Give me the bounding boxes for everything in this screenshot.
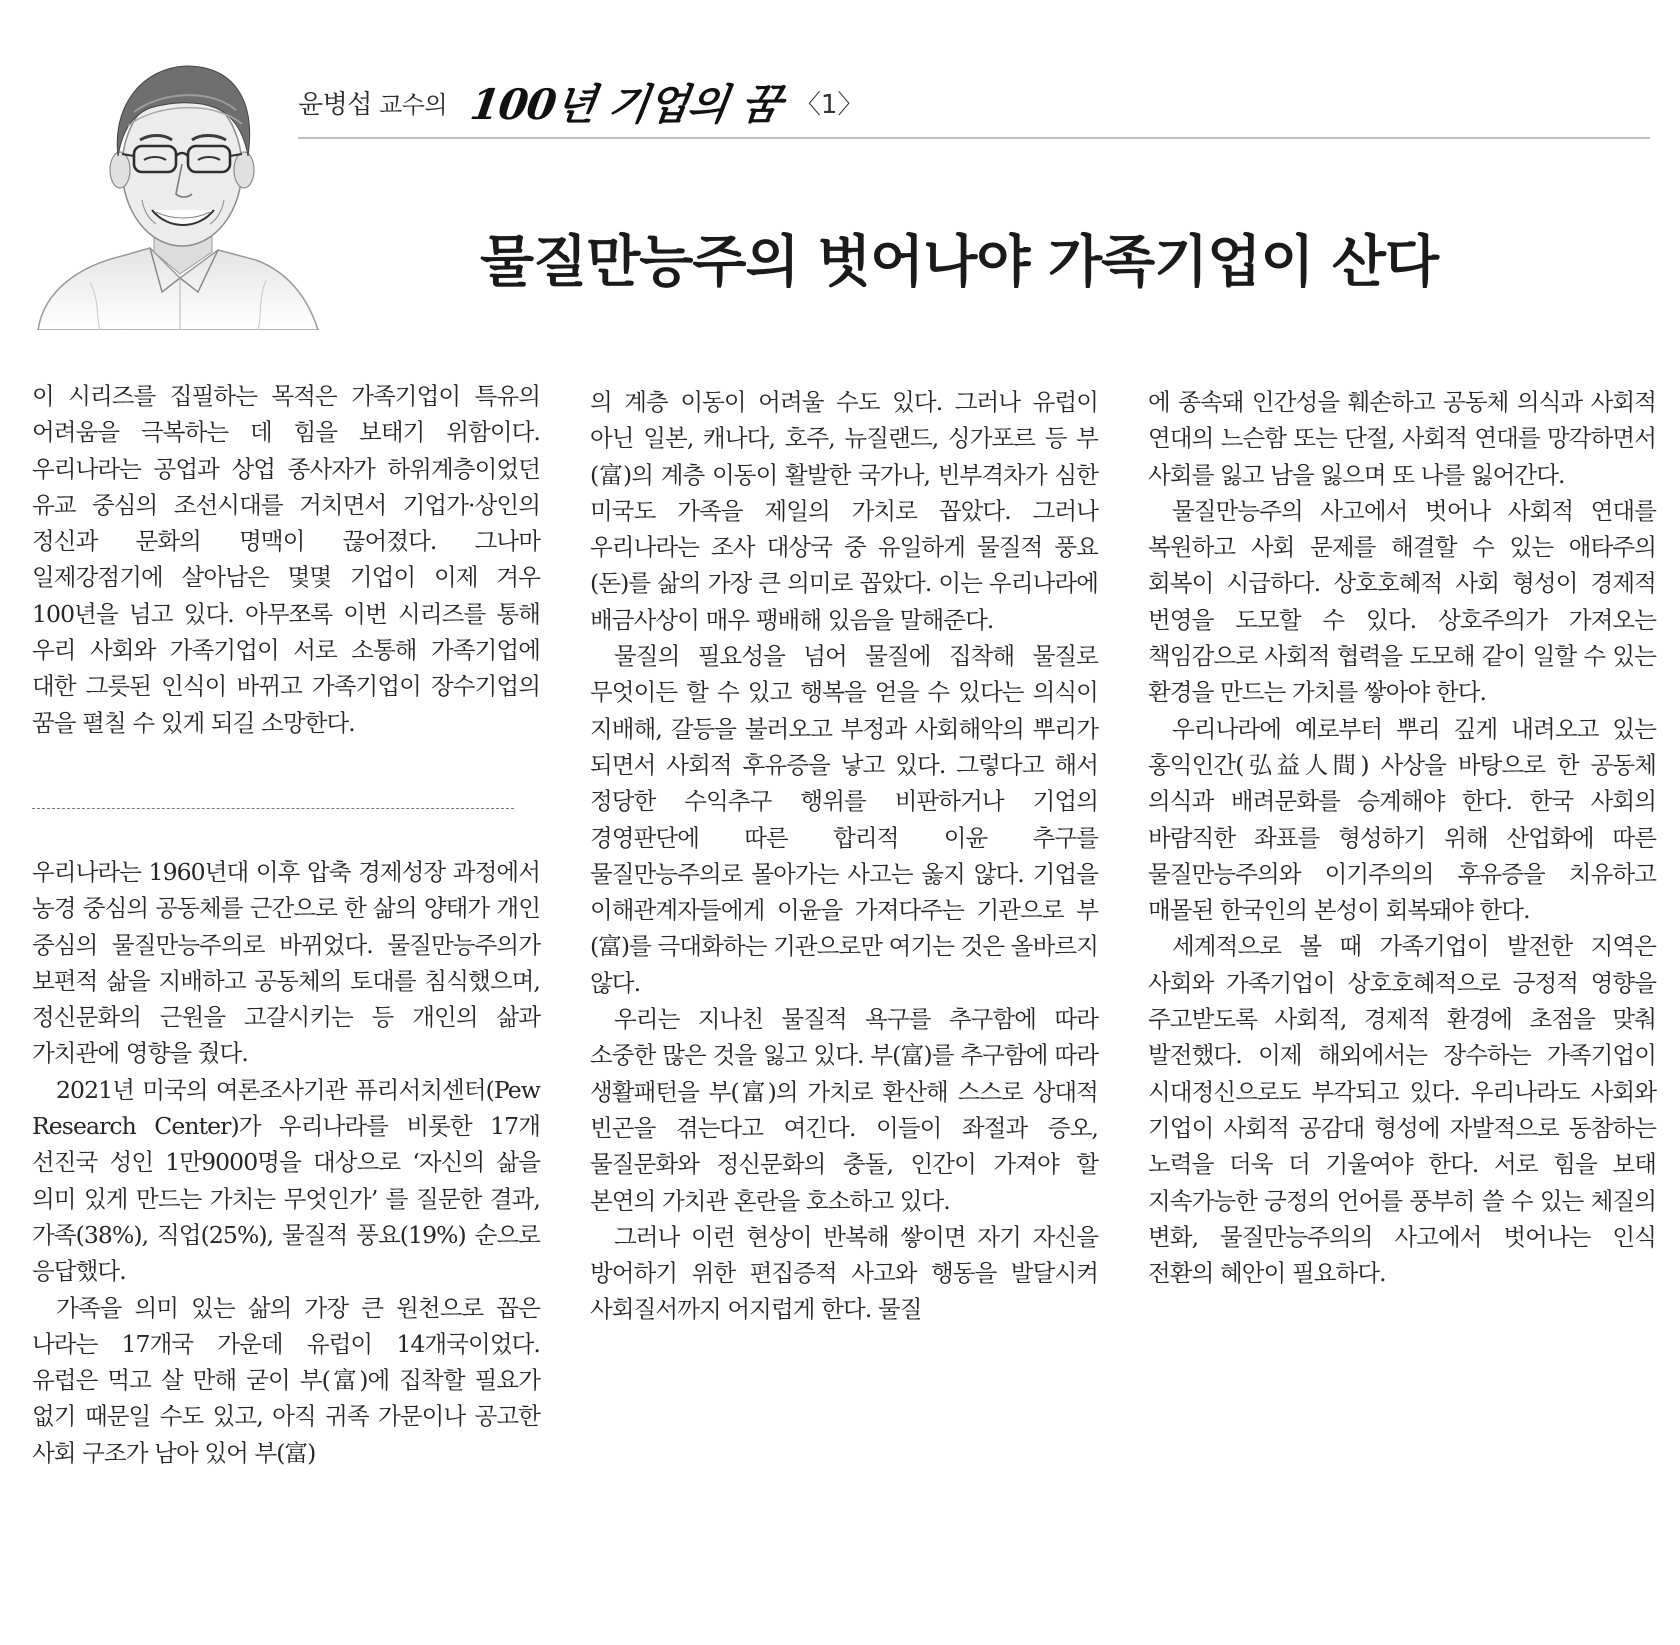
body-column-1 — [32, 854, 540, 1471]
intro-paragraph: 이 시리즈를 집필하는 목적은 가족기업이 특유의 어려움을 극복하는 데 힘을 보태기 위함이다. 우리나라는 공업과 상업 종사자가 하위계층이었던 유교 중심의 조선시대를 거치면서 기업가·상인의 정신과 문화의 명맥이 끊어졌다. 그나마 일제강점기에 살아남은 몇몇 기업이 이제 겨우 100년을 넘고 있다. 아무쪼록 이번 시리즈를 통해 우리 사회와 가족기업이 서로 소통해 가족기업에 대한 그릇된 인식이 바뀌고 가족기업이 장수기업의 꿈을 펼칠 수 있게 되길 소망한다. — [32, 382, 540, 737]
paragraph: 에 종속돼 인간성을 훼손하고 공동체 의식과 사회적 연대의 느슨함 또는 단절, 사회적 연대를 망각하면서 사회를 잃고 남을 잃으며 또 나를 잃어간다. — [1148, 388, 1656, 489]
author-portrait-illustration — [30, 52, 320, 330]
series-title: 100년 기업의 꿈 — [467, 80, 784, 129]
body-column-3 — [1148, 384, 1656, 1291]
intro-divider — [32, 808, 514, 809]
paragraph: 그러나 이런 현상이 반복해 쌓이면 자기 자신을 방어하기 위한 편집증적 사고와 행동을 발달시켜 사회질서까지 어지럽게 한다. 물질 — [590, 1222, 1098, 1324]
body-column-2 — [590, 384, 1098, 1328]
paragraph: 물질의 필요성을 넘어 물질에 집착해 물질로 무엇이든 할 수 있고 행복을 얻을 수 있다는 의식이 지배해, 갈등을 불러오고 부정과 사회해악의 뿌리가 되면서 사회적 후유증을 낳고 있다. 그렇다고 해서 정당한 수익추구 행위를 비판하거나 기업의 경영판단에 따른 합리적 이윤 추구를 물질만능주의로 몰아가는 사고는 옳지 않다. 기업을 이해관계자들에게 이윤을 가져다주는 기관으로 부(富)를 극대화하는 기관으로만 여기는 것은 올바르지 않다. — [590, 642, 1099, 997]
paragraph: 우리나라는 1960년대 이후 압축 경제성장 과정에서 농경 중심의 공동체를 근간으로 한 삶의 양태가 개인 중심의 물질만능주의로 바뀌었다. 물질만능주의가 보편적 삶을 지배하고 공동체의 토대를 침식했으며, 정신문화의 근원을 고갈시키는 등 개인의 삶과 가치관에 영향을 줬다. — [32, 858, 540, 1068]
paragraph: 우리는 지나친 물질적 욕구를 추구함에 따라 소중한 많은 것을 잃고 있다. 부(富)를 추구함에 따라 생활패턴을 부(富)의 가치로 환산해 스스로 상대적 빈곤을 겪는다고 여긴다. 이들이 좌절과 증오, 물질문화와 정신문화의 충돌, 인간이 가져야 할 본연의 가치관 혼란을 호소하고 있다. — [590, 1005, 1098, 1215]
header-divider — [298, 137, 1650, 139]
paragraph: 우리나라에 예로부터 뿌리 깊게 내려오고 있는 홍익인간(弘益人間) 사상을 바탕으로 한 공동체 의식과 배려문화를 승계해야 한다. 한국 사회의 바람직한 좌표를 형성하기 위해 산업화에 따른 물질만능주의와 이기주의의 후유증을 치유하고 매몰된 한국인의 본성이 회복돼야 한다. — [1148, 714, 1656, 925]
author-name: 윤병섭 — [298, 89, 372, 120]
author-suffix: 교수의 — [379, 90, 448, 119]
article-headline: 물질만능주의 벗어나야 가족기업이 산다 — [480, 230, 1439, 295]
paragraph: 2021년 미국의 여론조사기관 퓨리서치센터(Pew Research Center)가 우리나라를 비롯한 17개 선진국 성인 1만9000명을 대상으로 ‘자신의 삶을 의미 있게 만드는 가치는 무엇인가’ 를 질문한 결과, 가족(38%), 직업(25%), 물질적 풍요(19%) 순으로 응답했다. — [32, 1075, 540, 1286]
paragraph: 가족을 의미 있는 삶의 가장 큰 원천으로 꼽은 나라는 17개국 가운데 유럽이 14개국이었다. 유럽은 먹고 살 만해 굳이 부(富)에 집착할 필요가 없기 때문일 수도 있고, 아직 귀족 가문이나 공고한 사회 구조가 남아 있어 부(富) — [32, 1293, 540, 1467]
issue-number: 〈1〉 — [794, 89, 864, 120]
paragraph: 물질만능주의 사고에서 벗어나 사회적 연대를 복원하고 사회 문제를 해결할 수 있는 애타주의 회복이 시급하다. 상호호혜적 사회 형성이 경제적 번영을 도모할 수 있다. 상호주의가 가져오는 책임감으로 사회적 협력을 도모해 같이 일할 수 있는 환경을 만드는 가치를 쌓아야 한다. — [1148, 496, 1656, 707]
series-intro — [32, 378, 540, 741]
column-header — [298, 72, 1650, 132]
byline — [298, 84, 447, 121]
paragraph: 세계적으로 볼 때 가족기업이 발전한 지역은 사회와 가족기업이 상호호혜적으로 긍정적 영향을 주고받도록 사회적, 경제적 환경에 초점을 맞춰 발전했다. 이제 해외에서는 장수하는 가족기업이 시대정신으로도 부각되고 있다. 우리나라도 사회와 기업이 사회적 공감대 형성에 자발적으로 동참하는 노력을 더욱 더 기울여야 한다. 서로 힘을 보태 지속가능한 긍정의 언어를 풍부히 쓸 수 있는 체질의 변화, 물질만능주의의 사고에서 벗어나는 인식 전환의 혜안이 필요하다. — [1148, 932, 1656, 1288]
paragraph: 의 계층 이동이 어려울 수도 있다. 그러나 유럽이 아닌 일본, 캐나다, 호주, 뉴질랜드, 싱가포르 등 부(富)의 계층 이동이 활발한 국가나, 빈부격차가 심한 미국도 가족을 제일의 가치로 꼽았다. 그러나 우리나라는 조사 대상국 중 유일하게 물질적 풍요(돈)를 삶의 가장 큰 의미로 꼽았다. 이는 우리나라에 배금사상이 매우 팽배해 있음을 말해준다. — [590, 388, 1098, 634]
